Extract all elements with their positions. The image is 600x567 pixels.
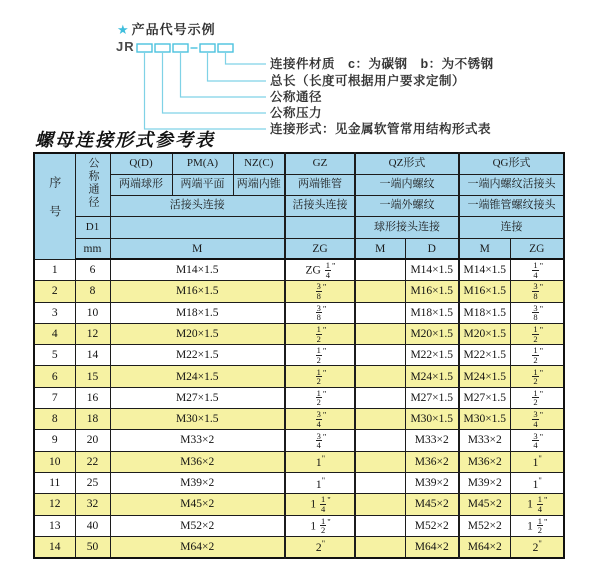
inch-mark: " bbox=[321, 453, 325, 464]
cell-dn: 6 bbox=[75, 259, 110, 280]
table-row bbox=[34, 323, 564, 344]
cell-qz-d: M16×1.5 bbox=[405, 281, 459, 302]
header-unit-qg-zg: ZG bbox=[510, 238, 564, 259]
inch-mark: " bbox=[539, 431, 543, 441]
table-row bbox=[34, 472, 564, 493]
header-unit-qg-m: M bbox=[459, 238, 510, 259]
cell-zg: 2" bbox=[285, 536, 355, 557]
cell-zg bbox=[285, 323, 355, 344]
fraction: $\frac{1}{4}$ bbox=[320, 494, 326, 514]
fraction: $\frac{1}{2}$ bbox=[537, 515, 542, 536]
inch-mark: " bbox=[539, 367, 543, 378]
product-code-heading bbox=[117, 19, 216, 38]
table-row bbox=[34, 536, 564, 557]
fraction: $\frac{1}{4}$ bbox=[537, 494, 542, 514]
fraction: $\frac{1}{2}$ bbox=[316, 366, 321, 387]
fraction: $\frac{1}{2}$ bbox=[320, 515, 326, 536]
inch-mark: " bbox=[539, 409, 543, 420]
inch-mark: " bbox=[322, 345, 326, 356]
cell-m: M36×2 bbox=[110, 451, 285, 472]
cell-dn: 8 bbox=[75, 281, 110, 302]
cell-qz-m bbox=[355, 409, 405, 430]
cell-qg-m: M52×2 bbox=[459, 515, 510, 536]
cell-no: 9 bbox=[34, 430, 75, 451]
cell-qg-m: M45×2 bbox=[459, 494, 510, 515]
cell-qg-zg bbox=[510, 345, 564, 366]
fraction: $\frac{1}{2}$ bbox=[316, 387, 321, 408]
table-row bbox=[34, 259, 564, 280]
cell-m: M14×1.5 bbox=[110, 259, 285, 280]
header-conn2-qg: 连接 bbox=[459, 217, 564, 238]
cell-qz-m bbox=[355, 259, 405, 280]
code-box-5 bbox=[218, 44, 233, 52]
table-row bbox=[34, 345, 564, 366]
cell-qg-zg: 1" bbox=[510, 472, 564, 493]
cell-no: 6 bbox=[34, 366, 75, 387]
table-body bbox=[34, 259, 564, 557]
cell-zg bbox=[285, 302, 355, 323]
label-nominal-diameter: 公称通径 bbox=[270, 90, 323, 104]
cell-qg-m: M22×1.5 bbox=[459, 345, 510, 366]
header-code-qz: QZ形式 bbox=[355, 153, 459, 174]
inch-mark: " bbox=[327, 516, 330, 527]
cell-qg-zg bbox=[510, 430, 564, 451]
table-row bbox=[34, 366, 564, 387]
header-code-nzc: NZ(C) bbox=[233, 153, 285, 174]
cell-qg-zg bbox=[510, 259, 564, 280]
cell-zg: 1 $\frac{1}{2}$ " bbox=[285, 515, 355, 536]
inch-mark: " bbox=[322, 324, 326, 335]
cell-qg-zg bbox=[510, 366, 564, 387]
cell-qg-m: M24×1.5 bbox=[459, 366, 510, 387]
cell-qz-m bbox=[355, 302, 405, 323]
inch-mark: " bbox=[543, 516, 547, 527]
cell-qz-m bbox=[355, 472, 405, 493]
cell-qg-zg bbox=[510, 323, 564, 344]
cell-qg-m: M20×1.5 bbox=[459, 323, 510, 344]
inch-mark: " bbox=[322, 388, 326, 399]
header-blank-gz bbox=[285, 217, 355, 238]
cell-no: 1 bbox=[34, 259, 75, 280]
cell-m: M30×1.5 bbox=[110, 409, 285, 430]
cell-no: 5 bbox=[34, 345, 75, 366]
header-code-pma: PM(A) bbox=[172, 153, 233, 174]
star-icon: ★ bbox=[117, 22, 130, 37]
inch-mark: " bbox=[322, 409, 326, 420]
inch-mark: " bbox=[543, 494, 547, 505]
inch-mark: " bbox=[331, 260, 335, 271]
cell-no: 3 bbox=[34, 302, 75, 323]
cell-qg-m: M39×2 bbox=[459, 472, 510, 493]
code-box-4 bbox=[200, 44, 215, 52]
cell-qg-zg bbox=[510, 302, 564, 323]
header-d1: D1 bbox=[75, 217, 110, 238]
inch-mark: " bbox=[539, 345, 543, 356]
cell-qz-d: M39×2 bbox=[405, 472, 459, 493]
cell-no: 11 bbox=[34, 472, 75, 493]
cell-qg-zg bbox=[510, 387, 564, 408]
table-row bbox=[34, 281, 564, 302]
cell-qg-m: M64×2 bbox=[459, 536, 510, 557]
header-desc-qz: 一端内螺纹 bbox=[355, 174, 459, 195]
inch-mark: " bbox=[321, 474, 325, 485]
label-connector-material: 连接件材质 c：为碳钢 b：为不锈钢 bbox=[270, 57, 494, 71]
header-desc-pma: 两端平面 bbox=[172, 174, 233, 195]
header-diameter: 公称通径 bbox=[75, 153, 110, 217]
cell-m: M64×2 bbox=[110, 536, 285, 557]
cell-qz-m bbox=[355, 430, 405, 451]
fraction: $\frac{3}{4}$ bbox=[316, 409, 321, 429]
cell-m: M39×2 bbox=[110, 472, 285, 493]
cell-qg-m: M30×1.5 bbox=[459, 409, 510, 430]
cell-m: M24×1.5 bbox=[110, 366, 285, 387]
nut-connection-table bbox=[33, 152, 565, 559]
header-conn-qpn: 活接头连接 bbox=[110, 196, 285, 217]
cell-qz-d: M45×2 bbox=[405, 494, 459, 515]
inch-mark: " bbox=[538, 474, 541, 485]
inch-mark: " bbox=[322, 431, 326, 441]
cell-qg-zg: 2" bbox=[510, 536, 564, 557]
cell-qg-m: M16×1.5 bbox=[459, 281, 510, 302]
connector-line-length bbox=[208, 52, 267, 81]
cell-zg: 1" bbox=[285, 472, 355, 493]
header-code-gz: GZ bbox=[285, 153, 355, 174]
cell-qz-m bbox=[355, 515, 405, 536]
header-conn2-qz: 球形接头连接 bbox=[355, 217, 459, 238]
cell-zg bbox=[285, 409, 355, 430]
table-row bbox=[34, 302, 564, 323]
inch-mark: " bbox=[538, 453, 541, 464]
inch-mark: " bbox=[321, 538, 325, 549]
fraction: $\frac{1}{2}$ bbox=[533, 324, 538, 344]
cell-no: 4 bbox=[34, 323, 75, 344]
header-desc-gz: 两端锥管 bbox=[285, 174, 355, 195]
cell-qg-zg bbox=[510, 409, 564, 430]
cell-qz-d: M52×2 bbox=[405, 515, 459, 536]
cell-zg: 1 $\frac{1}{4}$ " bbox=[285, 494, 355, 515]
cell-qz-m bbox=[355, 281, 405, 302]
cell-qg-m: M36×2 bbox=[459, 451, 510, 472]
header-unit-m: M bbox=[110, 238, 285, 259]
product-code-heading-text: 产品代号示例 bbox=[131, 22, 216, 37]
cell-qz-d: M33×2 bbox=[405, 430, 459, 451]
fraction: $\frac{3}{8}$ bbox=[533, 281, 538, 301]
cell-m: M16×1.5 bbox=[110, 281, 285, 302]
inch-mark: " bbox=[327, 494, 330, 505]
cell-dn: 14 bbox=[75, 345, 110, 366]
cell-qz-d: M18×1.5 bbox=[405, 302, 459, 323]
header-unit-qz-m: M bbox=[355, 238, 405, 259]
cell-zg bbox=[285, 430, 355, 451]
header-unit-zg: ZG bbox=[285, 238, 355, 259]
cell-dn: 15 bbox=[75, 366, 110, 387]
cell-dn: 16 bbox=[75, 387, 110, 408]
label-connection-form: 连接形式：见金属软管常用结构形式表 bbox=[270, 122, 492, 136]
cell-m: M27×1.5 bbox=[110, 387, 285, 408]
cell-zg bbox=[285, 345, 355, 366]
cell-qz-m bbox=[355, 494, 405, 515]
inch-mark: " bbox=[322, 303, 326, 314]
connector-line-material bbox=[226, 52, 267, 64]
table-title: 螺母连接形式参考表 bbox=[35, 130, 215, 150]
inch-mark: " bbox=[539, 324, 543, 335]
cell-dn: 25 bbox=[75, 472, 110, 493]
cell-qz-m bbox=[355, 387, 405, 408]
code-box-2 bbox=[155, 44, 170, 52]
cell-no: 2 bbox=[34, 281, 75, 302]
cell-qg-zg: 1 $\frac{1}{4}$ " bbox=[510, 494, 564, 515]
cell-zg bbox=[285, 387, 355, 408]
header-desc-nzc: 两端内锥 bbox=[233, 174, 285, 195]
fraction: $\frac{1}{4}$ bbox=[325, 260, 330, 280]
header-conn-qz: 一端外螺纹 bbox=[355, 196, 459, 217]
cell-dn: 12 bbox=[75, 323, 110, 344]
cell-qz-m bbox=[355, 345, 405, 366]
cell-zg: ZG $\frac{1}{4}$ " bbox=[285, 259, 355, 280]
cell-qg-m: M27×1.5 bbox=[459, 387, 510, 408]
label-nominal-pressure: 公称压力 bbox=[270, 106, 323, 120]
cell-m: M45×2 bbox=[110, 494, 285, 515]
cell-qz-m bbox=[355, 366, 405, 387]
header-index: 序号 bbox=[34, 153, 75, 259]
cell-dn: 40 bbox=[75, 515, 110, 536]
table-row bbox=[34, 430, 564, 451]
cell-m: M33×2 bbox=[110, 430, 285, 451]
header-unit-qz-d: D bbox=[405, 238, 459, 259]
cell-qg-m: M18×1.5 bbox=[459, 302, 510, 323]
fraction: $\frac{3}{8}$ bbox=[316, 302, 321, 323]
inch-mark: " bbox=[322, 367, 326, 378]
code-box-1 bbox=[137, 44, 152, 52]
cell-dn: 10 bbox=[75, 302, 110, 323]
fraction: $\frac{1}{2}$ bbox=[533, 366, 538, 387]
header-desc-qd: 两端球形 bbox=[110, 174, 172, 195]
cell-qz-d: M30×1.5 bbox=[405, 409, 459, 430]
fraction: $\frac{3}{8}$ bbox=[533, 302, 538, 323]
code-box-3 bbox=[173, 44, 188, 52]
cell-qz-d: M64×2 bbox=[405, 536, 459, 557]
inch-mark: " bbox=[538, 538, 541, 549]
cell-zg bbox=[285, 281, 355, 302]
cell-m: M18×1.5 bbox=[110, 302, 285, 323]
fraction: $\frac{3}{4}$ bbox=[533, 430, 538, 450]
cell-qg-zg: 1" bbox=[510, 451, 564, 472]
cell-m: M52×2 bbox=[110, 515, 285, 536]
fraction: $\frac{3}{8}$ bbox=[316, 281, 321, 301]
fraction: $\frac{1}{2}$ bbox=[533, 345, 538, 365]
cell-zg: 1" bbox=[285, 451, 355, 472]
cell-qg-zg bbox=[510, 281, 564, 302]
cell-qg-m: M14×1.5 bbox=[459, 259, 510, 280]
product-code-prefix: JR bbox=[116, 39, 135, 54]
cell-no: 7 bbox=[34, 387, 75, 408]
cell-dn: 18 bbox=[75, 409, 110, 430]
cell-dn: 22 bbox=[75, 451, 110, 472]
inch-mark: " bbox=[539, 260, 543, 271]
cell-no: 13 bbox=[34, 515, 75, 536]
header-conn-qg: 一端锥管螺纹接头 bbox=[459, 196, 564, 217]
cell-qg-zg: 1 $\frac{1}{2}$ " bbox=[510, 515, 564, 536]
header-mm: mm bbox=[75, 238, 110, 259]
fraction: $\frac{3}{4}$ bbox=[316, 430, 321, 450]
table-header bbox=[34, 153, 564, 259]
cell-qz-m bbox=[355, 451, 405, 472]
table-row bbox=[34, 494, 564, 515]
cell-no: 10 bbox=[34, 451, 75, 472]
cell-dn: 20 bbox=[75, 430, 110, 451]
fraction: $\frac{1}{2}$ bbox=[316, 324, 321, 344]
inch-mark: " bbox=[322, 281, 326, 292]
cell-qg-m: M33×2 bbox=[459, 430, 510, 451]
cell-qz-d: M36×2 bbox=[405, 451, 459, 472]
connector-line-diameter bbox=[181, 52, 267, 97]
header-desc-qg: 一端内螺纹活接头 bbox=[459, 174, 564, 195]
cell-qz-d: M14×1.5 bbox=[405, 259, 459, 280]
cell-no: 8 bbox=[34, 409, 75, 430]
label-total-length: 总长（长度可根据用户要求定制） bbox=[270, 74, 466, 88]
table-row bbox=[34, 387, 564, 408]
cell-no: 14 bbox=[34, 536, 75, 557]
table-row bbox=[34, 409, 564, 430]
cell-qz-d: M24×1.5 bbox=[405, 366, 459, 387]
header-code-qd: Q(D) bbox=[110, 153, 172, 174]
cell-zg bbox=[285, 366, 355, 387]
header-conn-gz: 活接头连接 bbox=[285, 196, 355, 217]
cell-qz-m bbox=[355, 323, 405, 344]
cell-qz-d: M20×1.5 bbox=[405, 323, 459, 344]
fraction: $\frac{1}{2}$ bbox=[533, 387, 538, 408]
header-code-qg: QG形式 bbox=[459, 153, 564, 174]
header-blank-qpn bbox=[110, 217, 285, 238]
cell-dn: 32 bbox=[75, 494, 110, 515]
table-row bbox=[34, 451, 564, 472]
inch-mark: " bbox=[539, 281, 543, 292]
cell-qz-d: M22×1.5 bbox=[405, 345, 459, 366]
cell-m: M22×1.5 bbox=[110, 345, 285, 366]
cell-dn: 50 bbox=[75, 536, 110, 557]
cell-m: M20×1.5 bbox=[110, 323, 285, 344]
cell-qz-m bbox=[355, 536, 405, 557]
fraction: $\frac{1}{4}$ bbox=[533, 260, 538, 280]
inch-mark: " bbox=[539, 303, 543, 314]
table-row bbox=[34, 515, 564, 536]
cell-qz-d: M27×1.5 bbox=[405, 387, 459, 408]
cell-no: 12 bbox=[34, 494, 75, 515]
fraction: $\frac{1}{2}$ bbox=[316, 345, 321, 365]
connector-line-pressure bbox=[163, 52, 267, 113]
fraction: $\frac{3}{4}$ bbox=[533, 409, 538, 429]
inch-mark: " bbox=[539, 388, 543, 399]
